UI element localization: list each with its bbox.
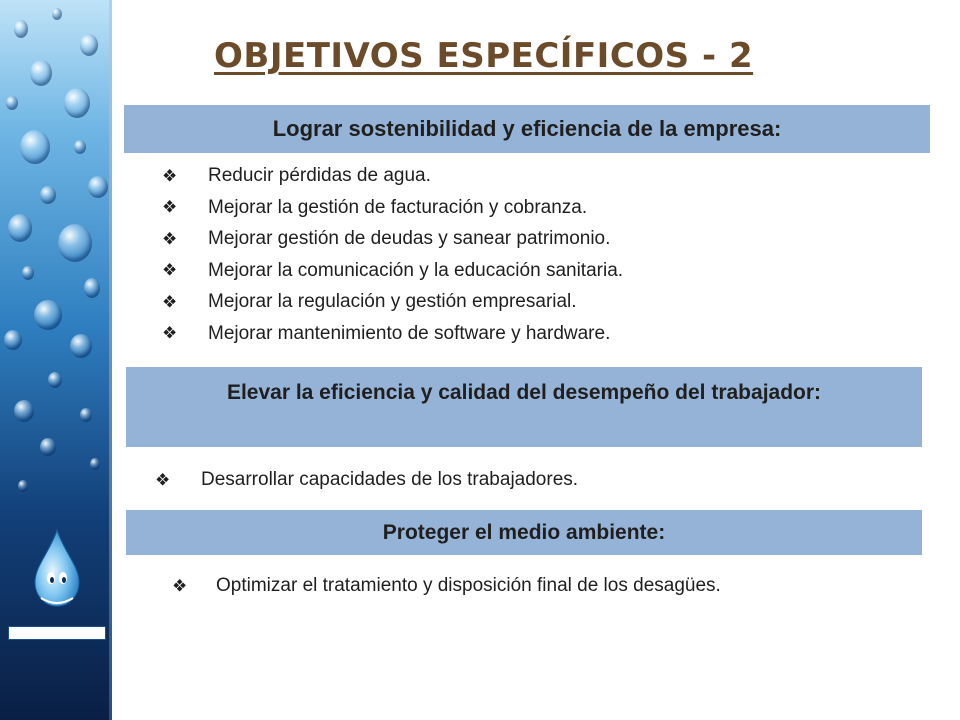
logo-label — [8, 626, 106, 640]
list-item-text: Mejorar gestión de deudas y sanear patrimonio. — [208, 228, 611, 249]
company-logo — [8, 528, 106, 640]
list-item — [162, 286, 623, 318]
diamond-bullet-icon: ❖ — [162, 229, 178, 249]
list-item-text: Reducir pérdidas de agua. — [208, 165, 431, 186]
water-drop-mascot-icon — [29, 528, 85, 608]
section-heading-worker-performance: Elevar la eficiencia y calidad del desempeño del trabajador: — [126, 367, 922, 447]
list-item-text: Mejorar la gestión de facturación y cobranza. — [208, 196, 588, 218]
list-item — [162, 192, 623, 224]
bullet-list-sustainability — [162, 160, 623, 349]
diamond-bullet-icon: ❖ — [162, 166, 178, 186]
bullet-list-environment — [172, 572, 914, 600]
list-item — [162, 318, 623, 350]
list-item-text: Mejorar mantenimiento de software y hardware. — [208, 322, 611, 344]
list-item-text: Mejorar la comunicación y la educación sanitaria. — [208, 259, 624, 281]
water-bubbles-side-strip — [0, 0, 112, 720]
list-item — [162, 255, 623, 287]
list-item — [172, 572, 914, 600]
slide-title: OBJETIVOS ESPECÍFICOS - 2 — [214, 36, 754, 76]
section-heading-sustainability: Lograr sostenibilidad y eficiencia de la empresa: — [124, 105, 930, 153]
list-item — [155, 466, 578, 494]
diamond-bullet-icon: ❖ — [162, 260, 178, 280]
diamond-bullet-icon: ❖ — [162, 292, 178, 312]
diamond-bullet-icon: ❖ — [162, 197, 178, 217]
list-item — [162, 223, 623, 255]
list-item-text: Optimizar el tratamiento y disposición final de los desagües. — [216, 575, 721, 596]
diamond-bullet-icon: ❖ — [155, 470, 171, 490]
diamond-bullet-icon: ❖ — [162, 323, 178, 343]
list-item-text: Desarrollar capacidades de los trabajadores. — [201, 469, 579, 490]
diamond-bullet-icon: ❖ — [172, 576, 188, 596]
list-item-text: Mejorar la regulación y gestión empresarial. — [208, 291, 577, 312]
bullet-list-worker-performance — [155, 466, 578, 494]
list-item — [162, 160, 623, 192]
section-heading-environment: Proteger el medio ambiente: — [126, 510, 922, 555]
